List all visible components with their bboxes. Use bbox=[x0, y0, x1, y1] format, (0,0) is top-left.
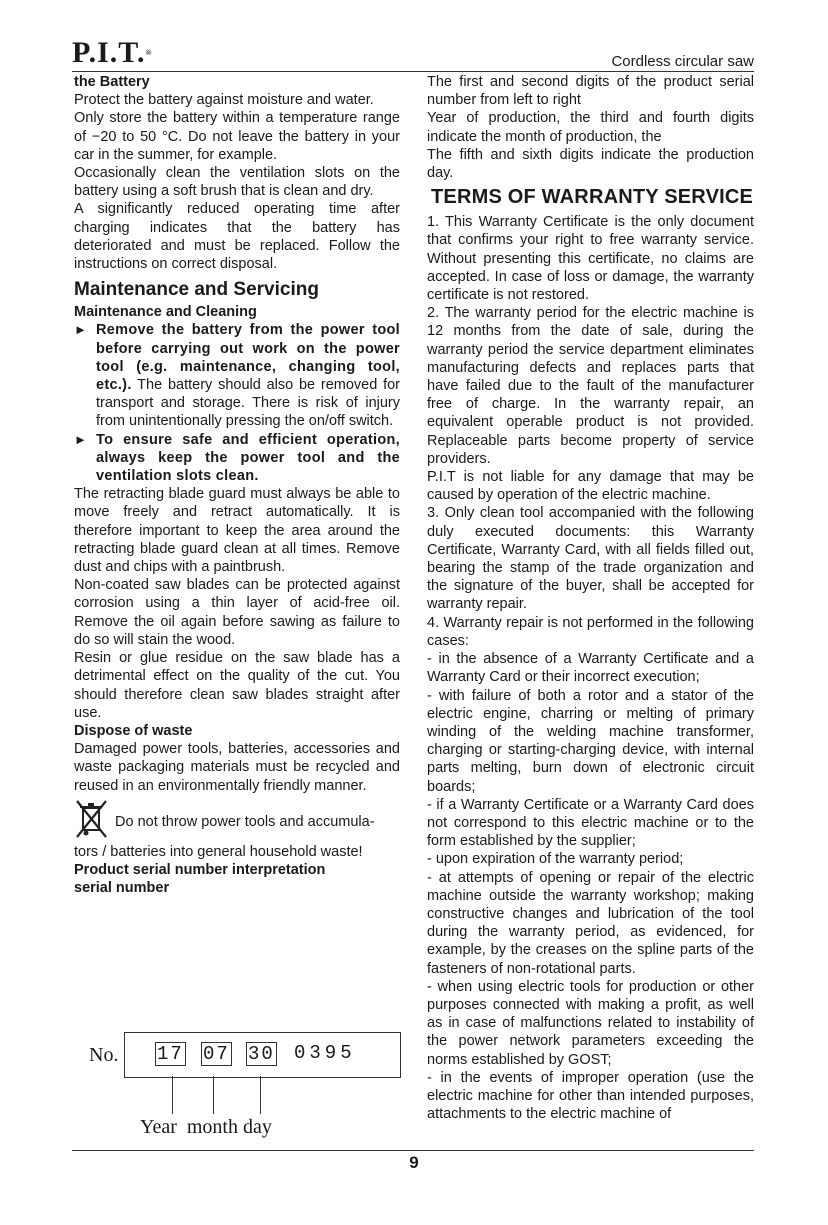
page-number: 9 bbox=[409, 1153, 419, 1172]
header-title: Cordless circular saw bbox=[611, 53, 754, 70]
registered-mark: ® bbox=[145, 48, 153, 57]
paragraph: Damaged power tools, batteries, accessories and waste packaging materials must be recycled and reused in an environmentally friendly manner. bbox=[74, 741, 400, 794]
bullet-item bbox=[74, 321, 400, 430]
paragraph: 2. The warranty period for the electric machine is 12 months from the date of sale, during the warranty period the service department eliminates manufacturing defects and replaces parts that have failed due to the fault of the manufacturer free of charge. In the warranty repair, an equivalent operable product is not provided. Replaceable parts become property of service providers. bbox=[427, 305, 754, 467]
brand-logo bbox=[72, 38, 153, 68]
section-heading-maintenance: Maintenance and Servicing bbox=[74, 279, 319, 301]
subheading-cleaning: Maintenance and Cleaning bbox=[74, 304, 257, 321]
list-item: - when using electric tools for production or other purposes connected with making a profit, as well as in case of malfunctions related to instability of the power network parameters exceeding the norms established by GOST; bbox=[427, 978, 754, 1068]
battery-heading: the Battery bbox=[74, 74, 150, 90]
paragraph: The fifth and sixth digits indicate the production day. bbox=[427, 146, 754, 182]
paragraph: P.I.T is not liable for any damage that may be caused by operation of the electric machine. bbox=[427, 469, 754, 504]
bullet-bold-text: Remove the battery from the power tool before carrying out work on the power tool (e.g. maintenance, changing tool, etc.). bbox=[96, 322, 400, 394]
paragraph: 1. This Warranty Certificate is the only document that confirms your right to free warranty service. Without presenting this certificate, no claims are accepted. In case of loss or damage, the warranty certificate is not restored. bbox=[427, 214, 754, 304]
paragraph: A significantly reduced operating time after charging indicates that the battery has deteriorated and must be replaced. Follow the instructions on correct disposal. bbox=[74, 201, 400, 273]
subheading-serial: Product serial number interpretation bbox=[74, 861, 326, 878]
serial-box bbox=[124, 1032, 401, 1078]
paragraph: Year of production, the third and fourth digits indicate the month of production, the bbox=[427, 110, 754, 145]
list-item: - in the absence of a Warranty Certificate and a Warranty Card or their incorrect execution; bbox=[427, 651, 754, 686]
paragraph: 4. Warranty repair is not performed in the following cases: bbox=[427, 614, 754, 649]
header-divider bbox=[72, 71, 754, 72]
paragraph: The first and second digits of the product serial number from left to right bbox=[427, 74, 754, 109]
bullet-text: The battery should also be removed for transport and storage. There is risk of injury from unintentionally pressing the on/off switch. bbox=[96, 377, 400, 430]
footer-divider bbox=[72, 1150, 754, 1151]
bullet-item bbox=[74, 431, 400, 486]
paragraph: Non-coated saw blades can be protected against corrosion using a thin layer of acid-free oil. Remove the oil again before sawing as failure to do so will stain the wood. bbox=[74, 577, 400, 648]
year-pointer-line bbox=[172, 1076, 173, 1114]
list-item: - if a Warranty Certificate or a Warranty Card does not correspond to this electric machine or to the form established by the supplier; bbox=[427, 796, 754, 850]
weee-notice bbox=[74, 799, 400, 843]
right-column bbox=[427, 73, 754, 1123]
serial-year-digits: 17 bbox=[157, 1043, 184, 1065]
list-item: - at attempts of opening or repair of the electric machine outside the warranty workshop; making constructive changes and lubrication of the tool during the warranty period, as evidenced, for example, by the creases on the spline parts of the fasteners of non-rotational parts. bbox=[427, 869, 754, 977]
serial-number-diagram bbox=[74, 1032, 400, 1144]
paragraph: The retracting blade guard must always be able to move freely and retract automatically. It is therefore important to keep the area around the retracting blade guard clean at all times. Remove dust and chips with a paintbrush. bbox=[74, 486, 400, 576]
serial-rest-digits: 0395 bbox=[294, 1042, 356, 1064]
weee-text: Do not throw power tools and accumula- bbox=[115, 813, 375, 830]
arrow-icon: ► bbox=[74, 431, 87, 447]
paragraph: Protect the battery against moisture and water. bbox=[74, 92, 374, 109]
subheading-serial-number: serial number bbox=[74, 880, 170, 897]
weee-text-continued: tors / batteries into general household waste! bbox=[74, 843, 363, 860]
serial-field-labels: Year month day bbox=[140, 1116, 272, 1138]
logo-text: P.I.T. bbox=[72, 36, 146, 69]
serial-day-digits: 30 bbox=[248, 1043, 275, 1065]
left-column bbox=[74, 73, 400, 897]
paragraph: 3. Only clean tool accompanied with the following duly executed documents: this Warranty Certificate, Warranty Card, with all fields filled out, bearing the stamp of the trade organization and the signature of the buyer, shall be accepted for warranty repair. bbox=[427, 505, 754, 613]
serial-month-digits: 07 bbox=[203, 1043, 230, 1065]
day-pointer-line bbox=[260, 1076, 261, 1114]
arrow-icon: ► bbox=[74, 322, 87, 338]
crossed-bin-icon bbox=[74, 799, 110, 839]
paragraph: Occasionally clean the ventilation slots on the battery using a soft brush that is clean and dry. bbox=[74, 165, 400, 200]
list-item: - with failure of both a rotor and a stator of the electric engine, charring or melting of primary winding of the welding machine transformer, charging or starting-charging device, with internal parts melting, burn down of electronic circuit boards; bbox=[427, 687, 754, 795]
bullet-bold-text: To ensure safe and efficient operation, always keep the power tool and the ventilation slots clean. bbox=[96, 431, 400, 485]
list-item: - in the events of improper operation (use the electric machine for other than intended purposes, attachments to the electric machine of bbox=[427, 1069, 754, 1123]
serial-no-label: No. bbox=[89, 1044, 119, 1066]
paragraph: Resin or glue residue on the saw blade has a detrimental effect on the quality of the cut. You should therefore clean saw blades straight after use. bbox=[74, 650, 400, 721]
section-heading-warranty: TERMS OF WARRANTY SERVICE bbox=[431, 186, 754, 209]
subheading-dispose: Dispose of waste bbox=[74, 722, 193, 739]
list-item: - upon expiration of the warranty period; bbox=[427, 851, 684, 868]
paragraph: Only store the battery within a temperature range of −20 to 50 °C. Do not leave the battery in your car in the summer, for example. bbox=[74, 110, 400, 163]
month-pointer-line bbox=[213, 1076, 214, 1114]
